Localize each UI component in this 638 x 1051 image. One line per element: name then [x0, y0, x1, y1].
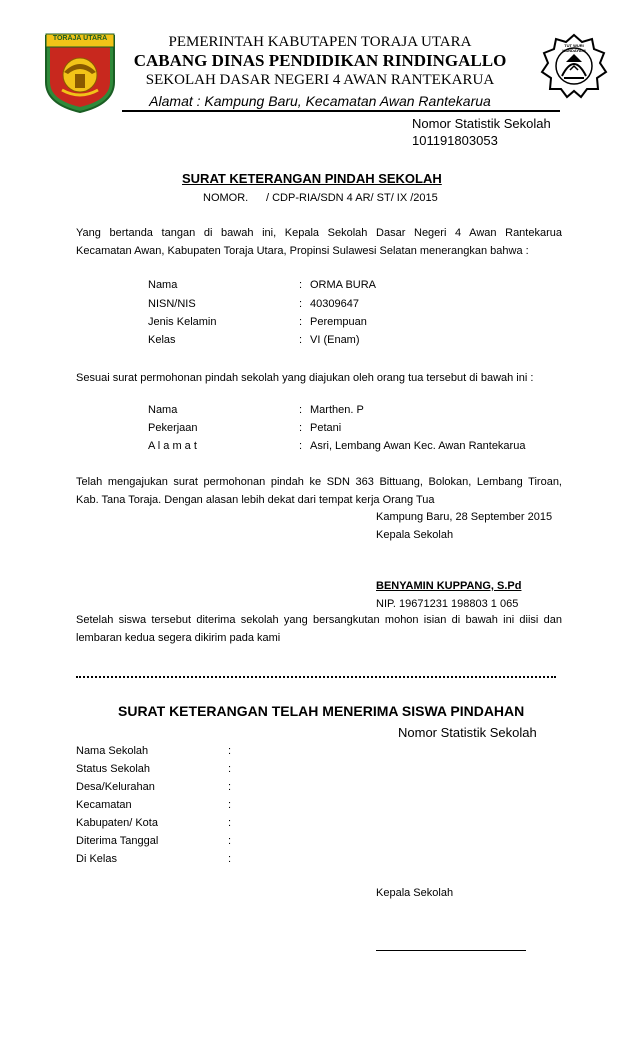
- nss-label: Nomor Statistik Sekolah: [412, 116, 551, 131]
- parent-intro: Sesuai surat permohonan pindah sekolah yang diajukan oleh orang tua tersebut di bawah ini :: [76, 372, 534, 384]
- field-district-label: Kecamatan: [76, 799, 132, 811]
- colon: :: [299, 422, 303, 434]
- colon: :: [228, 853, 232, 865]
- colon: :: [228, 745, 232, 757]
- parent-address-value: Asri, Lembang Awan Kec. Awan Rantekarua: [310, 440, 526, 452]
- student-name-value: ORMA BURA: [310, 279, 377, 291]
- signer-name: BENYAMIN KUPPANG, S.Pd: [376, 580, 522, 592]
- right-logo-text: TUT WURI HANDAYANI: [562, 43, 586, 53]
- receipt-nss-label: Nomor Statistik Sekolah: [398, 725, 537, 740]
- colon: :: [228, 763, 232, 775]
- parent-job-value: Petani: [310, 422, 342, 434]
- student-nisn-value: 40309647: [310, 298, 359, 310]
- closing-line-2: lembaran kedua segera dikirim pada kami: [76, 632, 281, 644]
- letter-title: SURAT KETERANGAN PINDAH SEKOLAH: [182, 171, 442, 186]
- colon: :: [228, 817, 232, 829]
- signature-line: [376, 950, 526, 951]
- parent-address-label: A l a m a t: [148, 440, 197, 452]
- tut-wuri-handayani-logo: [540, 32, 608, 100]
- header-government: PEMERINTAH KABUTAPEN TORAJA UTARA: [168, 34, 472, 50]
- body-line-2: Kab. Tana Toraja. Dengan alasan lebih dekat dari tempat kerja Orang Tua: [76, 494, 435, 506]
- student-class-label: Kelas: [148, 334, 176, 346]
- field-school-status-label: Status Sekolah: [76, 763, 150, 775]
- student-name-label: Nama: [148, 279, 178, 291]
- parent-job-label: Pekerjaan: [148, 422, 198, 434]
- student-gender-label: Jenis Kelamin: [148, 316, 217, 328]
- left-logo-text: TORAJA UTARA: [52, 35, 108, 42]
- field-village-label: Desa/Kelurahan: [76, 781, 155, 793]
- body-line-1: Telah mengajukan surat permohonan pindah ke SDN 363 Bittuang, Bolokan, Lembang Tiroan,: [76, 476, 562, 488]
- colon: :: [299, 334, 303, 346]
- nss-value: 101191803053: [412, 133, 498, 148]
- header-agency: CABANG DINAS PENDIDIKAN RINDINGALLO: [133, 51, 507, 70]
- field-school-name-label: Nama Sekolah: [76, 745, 149, 757]
- colon: :: [299, 279, 303, 291]
- colon: :: [228, 781, 232, 793]
- student-class-value: VI (Enam): [310, 334, 360, 346]
- toraja-utara-logo: [40, 30, 120, 114]
- letter-number-label: NOMOR.: [203, 192, 249, 204]
- field-class-label: Di Kelas: [76, 853, 117, 865]
- cut-line: [76, 676, 556, 678]
- header-school: SEKOLAH DASAR NEGERI 4 AWAN RANTEKARUA: [145, 72, 495, 88]
- colon: :: [299, 440, 303, 452]
- parent-name-value: Marthen. P: [310, 404, 364, 416]
- closing-line-1: Setelah siswa tersebut diterima sekolah yang bersangkutan mohon isian di bawah ini diisi dan: [76, 614, 562, 626]
- colon: :: [299, 404, 303, 416]
- place-date: Kampung Baru, 28 September 2015: [376, 511, 553, 523]
- parent-name-label: Nama: [148, 404, 178, 416]
- receipt-signer-title: Kepala Sekolah: [376, 887, 454, 899]
- intro-line-2: Kecamatan Awan, Kabupaten Toraja Utara, Propinsi Sulawesi Selatan menerangkan bahwa :: [76, 245, 529, 257]
- field-regency-label: Kabupaten/ Kota: [76, 817, 158, 829]
- field-received-date-label: Diterima Tanggal: [76, 835, 159, 847]
- signer-nip: NIP. 19671231 198803 1 065: [376, 598, 519, 610]
- colon: :: [299, 316, 303, 328]
- student-nisn-label: NISN/NIS: [148, 298, 196, 310]
- receipt-title: SURAT KETERANGAN TELAH MENERIMA SISWA PINDAHAN: [118, 703, 525, 719]
- letter-number-value: / CDP-RIA/SDN 4 AR/ ST/ IX /2015: [266, 192, 438, 204]
- intro-line-1: Yang bertanda tangan di bawah ini, Kepala Sekolah Dasar Negeri 4 Awan Rantekarua: [76, 227, 562, 239]
- colon: :: [228, 799, 232, 811]
- colon: :: [228, 835, 232, 847]
- header-address: Alamat : Kampung Baru, Kecamatan Awan Rantekarua: [149, 93, 491, 109]
- colon: :: [299, 298, 303, 310]
- student-gender-value: Perempuan: [310, 316, 367, 328]
- signer-title: Kepala Sekolah: [376, 529, 454, 541]
- header-divider: [122, 110, 560, 112]
